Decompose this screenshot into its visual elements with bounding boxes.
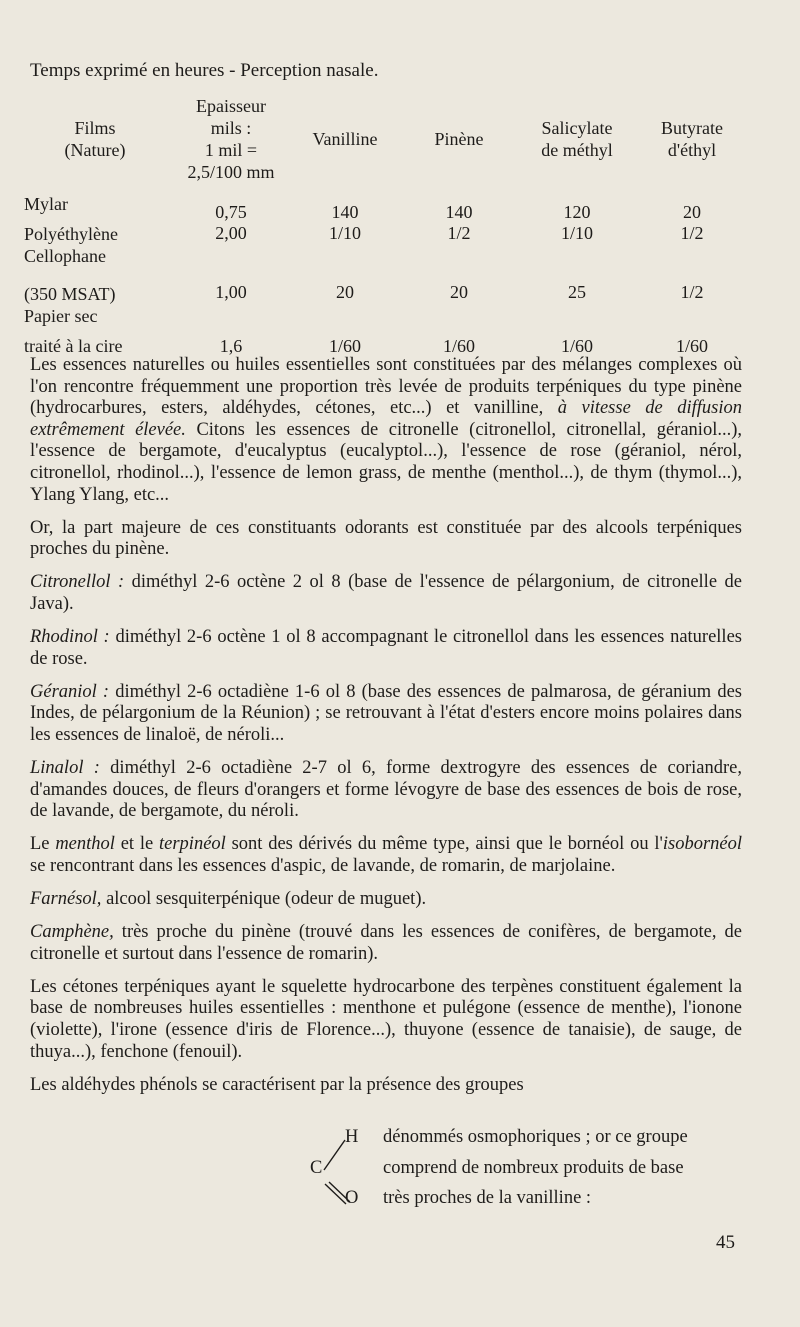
table-row (24, 223, 744, 267)
atom-c: C (310, 1158, 323, 1178)
permeability-table (24, 95, 744, 357)
table-row (24, 327, 744, 357)
table-cell: 20 (336, 282, 354, 302)
formula-text-line-2: comprend de nombreux produits de base (383, 1158, 684, 1178)
header-films: Films (Nature) (64, 118, 126, 160)
header-pinene: Pinène (434, 129, 484, 149)
row-label: traité à la cire (24, 336, 123, 356)
table-cell: 0,75 (215, 202, 247, 222)
formula-text-line-1: dénommés osmophoriques ; or ce groupe (383, 1127, 688, 1147)
table-cell: 1/2 (680, 223, 704, 243)
formula-text-line-3: très proches de la vanilline : (383, 1188, 592, 1208)
aldehyde-group-formula (308, 1124, 748, 1214)
table-cell: 140 (445, 202, 473, 222)
table-row (24, 183, 744, 223)
paragraph-camphene: Camphène, très proche du pinène (trouvé dans les essences de conifères, de bergamote, de citronelle et surtout dans l'essence de romarin). (30, 922, 742, 964)
table-header-row (24, 95, 744, 183)
header-butyrate: Butyrate d'éthyl (661, 118, 723, 160)
table-cell: 1/2 (447, 223, 471, 243)
header-salicylate: Salicylate de méthyl (541, 118, 613, 160)
paragraph-aldehydes: Les aldéhydes phénols se caractérisent par la présence des groupes (30, 1074, 524, 1095)
paragraph-farnesol: Farnésol, alcool sesquiterpénique (odeur de muguet). (30, 888, 427, 909)
table-cell: 1/60 (675, 336, 708, 356)
paragraph-linalol: Linalol : diméthyl 2-6 octadiène 2-7 ol 6, forme dextrogyre des essences de coriandre, d'amandes douces, de fleurs d'orangers et forme lévogyre de base des essences de bois de rose, de lavande, de bergamote, du néroli. (30, 758, 743, 822)
paragraph-alcools: Or, la part majeure de ces constituants odorants est constituée par des alcools terpéniques proches du pinène. (30, 517, 742, 560)
intro-line: Temps exprimé en heures - Perception nasale. (30, 60, 379, 81)
table-cell: 1/10 (560, 223, 593, 243)
atom-h: H (345, 1127, 359, 1147)
paragraph-geraniol: Géraniol : diméthyl 2-6 octadiène 1-6 ol 8 (base des essences de palmarosa, de géranium des Indes, de pélargonium de la Réunion) ; se retrouvant à l'état d'esters encore moins polaires dans les essences de linaloë, de néroli... (30, 681, 742, 745)
table-cell: 140 (331, 202, 359, 222)
header-vanilline: Vanilline (312, 129, 378, 149)
table-cell: 1/60 (560, 336, 593, 356)
table-cell: 1,6 (219, 336, 243, 356)
header-epaisseur: Epaisseur mils : 1 mil = 2,5/100 mm (187, 96, 275, 182)
paragraph-rhodinol: Rhodinol : diméthyl 2-6 octène 1 ol 8 accompagnant le citronellol dans les essences naturelles de rose. (30, 627, 742, 669)
table-cell: 1/10 (328, 223, 361, 243)
paragraph-menthol: Le menthol et le terpinéol sont des dérivés du même type, ainsi que le bornéol ou l'isobornéol se rencontrant dans les essences d'aspic, de lavande, de romarin, de marjolaine. (30, 834, 743, 876)
body-text (30, 355, 742, 1108)
row-label: Polyéthylène Cellophane (24, 224, 118, 266)
table-cell: 25 (568, 282, 586, 302)
paragraph-cetones: Les cétones terpéniques ayant le squelette hydrocarbone des terpènes constituent également la base de nombreuses huiles essentielles : menthone et pulégone (essence de menthe), l'ionone (violette), l'irone (essence d'iris de Florence...), thuyone (essence de tanaisie), de sauge, de thuya...), fenchone (fenouil). (30, 976, 742, 1062)
paragraph-essences: Les essences naturelles ou huiles essentielles sont constituées par des mélanges complexes où l'on rencontre fréquemment une proportion très levée de produits terpéniques du type pinène (hydrocarbures, esters, aldéhydes, cétones, etc...) et vanilline, à vitesse de diffusion extrêmement élevée. Citons les essences de citronelle (citronellol, citronellal, géraniol...), l'essence de bergamote, d'eucalyptus (eucalyptol...), l'essence de rose (géraniol, nérol, citronellol, rhodinol...), l'essence de lemon grass, de menthe (menthol...), de thym (thymol...), Ylang Ylang, etc... (30, 355, 742, 505)
table-cell: 1/60 (442, 336, 475, 356)
page-number: 45 (716, 1232, 735, 1253)
table-cell: 2,00 (215, 223, 247, 243)
row-label: Mylar (24, 194, 68, 214)
table-cell: 20 (683, 202, 701, 222)
table-cell: 120 (563, 202, 591, 222)
table-row (24, 267, 744, 327)
table-cell: 1/60 (328, 336, 361, 356)
row-label: (350 MSAT) Papier sec (24, 284, 116, 326)
atom-o: O (345, 1188, 359, 1208)
table-cell: 20 (450, 282, 468, 302)
table-cell: 1/2 (680, 282, 704, 302)
table-cell: 1,00 (215, 282, 247, 302)
paragraph-citronellol: Citronellol : diméthyl 2-6 octène 2 ol 8 (base de l'essence de pélargonium, de citronelle de Java). (30, 572, 742, 614)
